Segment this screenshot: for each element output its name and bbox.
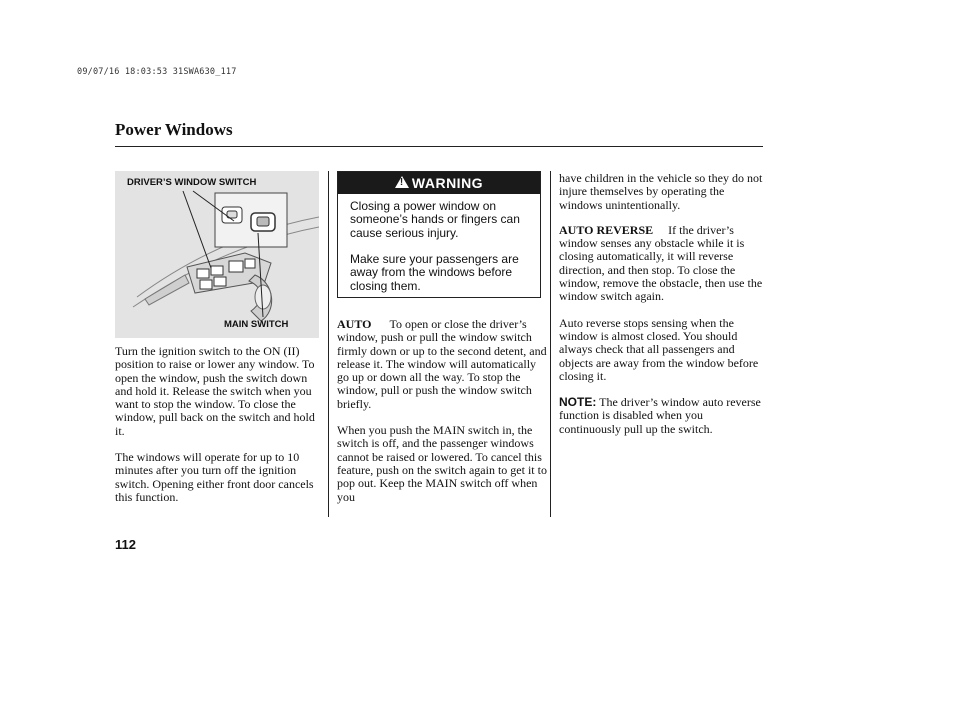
column-2 [337,318,547,504]
page-title: Power Windows [115,120,233,139]
auto-reverse-text: If the driver’s window senses any obstacle while it is closing automatically, it will reverse direction, and then stop. To close the window, remove the obstacle, then use the window switch again. [559,222,763,304]
note-heading: NOTE: [559,395,597,410]
main-switch-paragraph: When you push the MAIN switch in, the switch is off, and the passenger windows cannot be raised or lowered. To cancel this feature, push on the switch again to get it to pop out. Keep the MAIN switch off when you [337,423,547,504]
timeout-paragraph: The windows will operate for up to 10 minutes after you turn off the ignition switch. Opening either front door cancels this function. [115,450,314,504]
children-paragraph: have children in the vehicle so they do not injure themselves by operating the windows unintentionally. [559,171,763,212]
warning-text-2: Make sure your passengers are away from the windows before closing them. [350,252,519,293]
auto-heading: AUTO [337,317,372,331]
warning-text-1: Closing a power window on someone’s hands or fingers can cause serious injury. [350,199,520,240]
driver-window-switch-label: DRIVER’S WINDOW SWITCH [127,177,257,188]
note-text: The driver’s window auto reverse function is disabled when you continuously pull up the switch. [559,395,761,436]
auto-text: To open or close the driver’s window, push or pull the window switch firmly down or up to the second detent, and release it. The window will automatically go up or down all the way. To stop the window, pull or push the window switch briefly. [337,317,547,411]
warning-triangle-icon [395,176,409,188]
page-number: 112 [115,537,136,552]
window-switch-illustration [115,171,319,338]
column-3 [559,172,765,436]
title-rule [115,146,763,147]
door-panel-drawing [115,171,319,338]
warning-header-text: WARNING [411,175,484,191]
ignition-paragraph: Turn the ignition switch to the ON (II) position to raise or lower any window. To open the window, push the switch down and hold it. Release the switch when you want to stop the window. To close the window, pull back on the switch and hold it. [115,344,315,438]
main-switch-label: MAIN SWITCH [224,319,289,330]
column-divider-1 [328,171,329,517]
warning-header [338,172,540,194]
column-divider-2 [550,171,551,517]
auto-reverse-heading: AUTO REVERSE [559,222,654,237]
reverse-stop-paragraph: Auto reverse stops sensing when the window is almost closed. You should always check that all passengers and objects are away from the window before closing it. [559,315,759,383]
column-1 [115,345,321,504]
note-paragraph [559,396,765,436]
auto-paragraph [337,318,547,411]
print-stamp: 09/07/16 18:03:53 31SWA630_117 [77,67,237,77]
auto-reverse-paragraph [559,224,765,304]
warning-box [337,171,541,298]
